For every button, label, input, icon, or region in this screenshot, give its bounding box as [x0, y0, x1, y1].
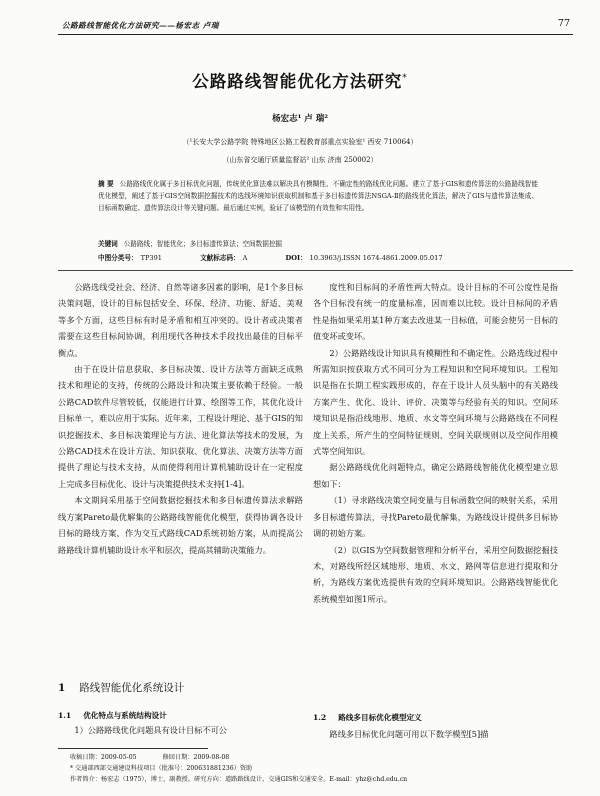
affiliation-1: （¹长安大学公路学院 特殊地区公路工程教育部重点实验室¹ 西安 710064）: [182, 138, 418, 146]
section-number: 1: [58, 682, 66, 694]
section-heading-1-1: [58, 710, 179, 721]
keywords-text: 公路路线；智能优化；多目标遗传算法；空间数据挖掘: [123, 240, 283, 248]
doc-value: A: [242, 254, 248, 262]
paragraph: 度性和目标间的矛盾性两大特点。设计目标的不可公度性是指各个目标没有统一的度量标准，因而难以比较。设计目标间的矛盾性是指如果采用某1种方案去改进某一目标值，可能会使另一目标的值变坏或变坏。: [313, 282, 558, 342]
title-text: 公路路线智能优化方法研究: [192, 72, 403, 91]
section-number: 1.1: [58, 711, 72, 720]
paragraph: 据公路路线优化问题特点，确定公路路线智能优化模型建立思想如下：: [313, 462, 558, 489]
section-number: 1.2: [313, 713, 327, 722]
footnote-fund: * 交通部西部交通建设科技项目（批准号：200631881236）资助: [70, 765, 253, 772]
doi-label: DOI：: [285, 254, 307, 262]
abstract-text: 公路路线优化属于多目标优化问题，传统优化算法难以解决具有模糊性、不确定性的路线优化问题。建立了基于GIS和遗传算法的公路路线智能优化模型，阐述了基于GIS空间数据挖掘技术的选线环境知识获取机制和基于多目标遗传算法NSGA-Ⅱ的路线优化算法，解决了GIS与遗传算法集成、目标函数确定、遗传算法设计等关键问题。最后通过实例，验证了该模型的有效性和实用性。: [98, 180, 538, 212]
paragraph: 本文期间采用基于空间数据挖掘技术和多目标遗传算法求解路线方案Pareto最优解集的公路路线智能优化模型，获得协调各设计目标的路线方案，作为交互式路线CAD系统初始方案，从而提高公路路线计算机辅助设计水平和层次，提高其辅助决策能力。: [58, 495, 303, 555]
keywords: [98, 238, 538, 250]
received-date: 收稿日期：2009-05-05: [70, 754, 137, 761]
section-title: 优化特点与系统结构设计: [83, 711, 167, 720]
clc-field: [98, 254, 180, 262]
doi-field: [286, 254, 461, 262]
title-footnote-mark: *: [402, 73, 408, 84]
paragraph: 公路选线受社会、经济、自然等诸多因素的影响，是1个多目标决策问题，设计的目标包括安全、环保、经济、功能、舒适、美观等多个方面，这些目标有时是矛盾和相互冲突的。设计者或决策者需要在这些目标间协调，利用现代各种技术手段找出最佳的目标平衡点。: [58, 282, 303, 358]
footnote-author: 作者简介：杨宏志（1975），博士，副教授。研究方向：道路路线设计，交通GIS和交通安全。E-mail：yhz@chd.edu.cn: [70, 776, 408, 783]
page-number: 77: [557, 18, 570, 29]
revised-date: 修回日期：2009-08-08: [162, 754, 230, 761]
clc-label: 中图分类号：: [98, 254, 138, 262]
body-column-right: [313, 279, 558, 607]
abstract-label: 摘 要: [98, 180, 114, 188]
doi-value: 10.3963/j.ISSN 1674-4861.2009.05.017: [309, 254, 443, 262]
running-head: 公路路线智能优化方法研究——杨宏志 卢瑞: [62, 21, 219, 30]
authors: 杨宏志¹ 卢 瑞²: [272, 114, 328, 124]
paragraph: 由于在设计信息获取、多目标决策、设计方法等方面缺乏成熟技术和理论的支持，传统的公路设计和决策主要依赖于经验。一般公路CAD软件尽管较低，仅能进行计算、绘图等工作，其优化设计目标单一，难以应用于实际。近年来，工程设计理论、基于GIS的知识挖掘技术、多目标决策理论与方法、进化算法等技术的发展，为公路CAD技术在设计方法、知识获取、优化算法、决策方法等方面提供了理论与技术支持，从而使得利用计算机辅助设计在一定程度上完成多目标优化、设计与决策提供技术支持[1-4]。: [58, 364, 303, 489]
paragraph-start: 1）公路路线优化问题具有设计目标不可公: [74, 725, 227, 735]
section-title: 路线智能优化系统设计: [79, 682, 185, 694]
doc-field: [200, 254, 265, 262]
footnote-rule: [58, 748, 208, 749]
abstract-rule: [58, 270, 573, 271]
section-title: 路线多目标优化模型定义: [338, 713, 422, 722]
classification-line: [98, 252, 568, 262]
clc-value: TP391: [140, 254, 162, 262]
paragraph: （2）以GIS为空间数据管理和分析平台，采用空间数据挖掘技术，对路线所经区域地形、地质、水文、路网等信息进行提取和分析，为路线方案优选提供有效的空间环境知识。公路路线智能优化系统模型如图1所示。: [313, 544, 558, 604]
doc-label: 文献标志码：: [200, 254, 240, 262]
body-column-left: [58, 279, 303, 558]
affiliation-2: （山东省交通厅质量监督站² 山东 济南 250002）: [222, 156, 378, 164]
abstract: [98, 178, 538, 214]
header-rule: [58, 34, 573, 35]
keywords-label: 关键词: [98, 240, 118, 248]
paragraph: 2）公路路线设计知识具有模糊性和不确定性。公路选线过程中所需知识按获取方式不同可分为工程知识和空间环境知识。工程知识是指在长期工程实践形成的，存在于设计人员头脑中的有关路线方案产生、优化、设计、评价、决策等与经验有关的知识。空间环境知识是指沿线地形、地质、水文等空间环境与公路路线在不同程度上关系，所产生的空间特征规则、空间关联规则以及空间作用模式等空间知识。: [313, 347, 558, 457]
section-heading-1-2: [313, 712, 434, 723]
footnote-dates: [70, 752, 590, 761]
paragraph-start: 路线多目标优化问题可用以下数学模型[5]描: [329, 729, 489, 739]
paper-title: [0, 68, 600, 92]
section-heading-1: [58, 680, 184, 695]
paragraph: （1）寻求路线决策空间变量与目标函数空间的映射关系，采用多目标遗传算法，寻找Pareto最优解集，为路线设计提供多目标协调的初始方案。: [313, 495, 558, 539]
